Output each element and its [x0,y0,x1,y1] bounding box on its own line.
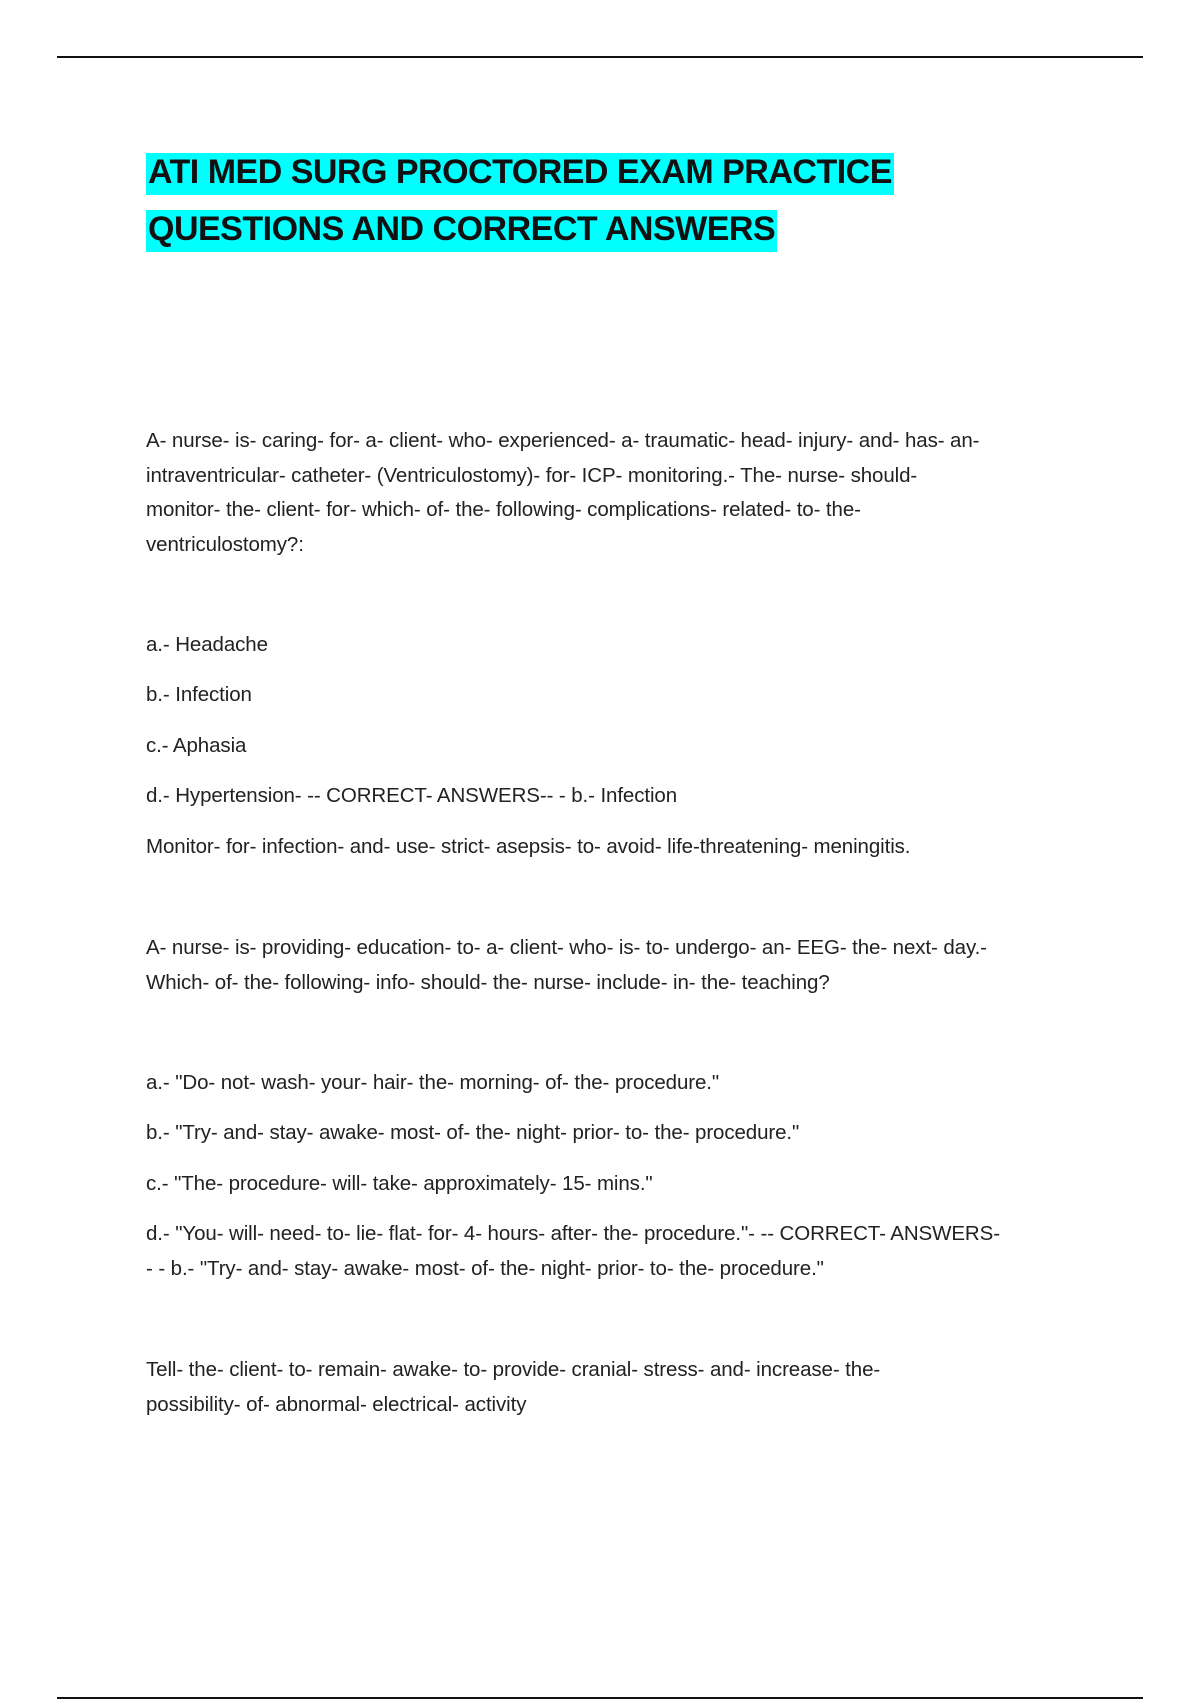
question-2-stem-line-1: A- nurse- is- providing- education- to- a- client- who- is- to- undergo- an- EEG- the- next- day.- [146,936,987,959]
question-2-option-c: c.- "The- procedure- will- take- approximately- 15- mins." [146,1172,653,1195]
question-2-option-d-answer [146,1217,1061,1286]
question-2-rationale-line-2: possibility- of- abnormal- electrical- activity [146,1392,527,1416]
bottom-divider [57,1697,1143,1699]
question-1-rationale: Monitor- for- infection- and- use- strict- asepsis- to- avoid- life-threatening- meningitis. [146,835,911,858]
question-1-option-b: b.- Infection [146,683,252,706]
top-divider [57,56,1143,58]
title-line-2: QUESTIONS AND CORRECT ANSWERS [146,210,777,252]
question-1-stem-line-1: A- nurse- is- caring- for- a- client- who- experienced- a- traumatic- head- injury- and- has- an- [146,429,980,452]
question-2-rationale-line-1: Tell- the- client- to- remain- awake- to- provide- cranial- stress- and- increase- the- [146,1358,881,1381]
question-1-stem-line-4: ventriculostomy?: [146,532,304,556]
question-2-option-d-line-2: - - b.- "Try- and- stay- awake- most- of- the- night- prior- to- the- procedure." [146,1256,824,1280]
question-1-stem-line-2: intraventricular- catheter- (Ventriculostomy)- for- ICP- monitoring.- The- nurse- should- [146,463,918,487]
question-1-option-d-answer: d.- Hypertension- -- CORRECT- ANSWERS-- - b.- Infection [146,784,678,807]
question-2-stem-line-2: Which- of- the- following- info- should- the- nurse- include- in- the- teaching? [146,970,830,994]
question-2-option-d-line-1: d.- "You- will- need- to- lie- flat- for- 4- hours- after- the- procedure."- -- CORRECT- ANSWERS- [146,1222,1000,1245]
question-1-option-c: c.- Aphasia [146,734,247,757]
question-1-stem [146,424,1061,562]
question-2-option-b: b.- "Try- and- stay- awake- most- of- the- night- prior- to- the- procedure." [146,1121,800,1144]
question-1-option-a: a.- Headache [146,633,268,656]
title-line-1: ATI MED SURG PROCTORED EXAM PRACTICE [146,153,894,195]
question-2-option-a: a.- "Do- not- wash- your- hair- the- morning- of- the- procedure." [146,1071,720,1094]
document-title [146,144,966,258]
question-2-rationale [146,1353,1061,1422]
question-2-stem [146,931,1061,1000]
question-1-stem-line-3: monitor- the- client- for- which- of- the- following- complications- related- to- the- [146,498,861,521]
